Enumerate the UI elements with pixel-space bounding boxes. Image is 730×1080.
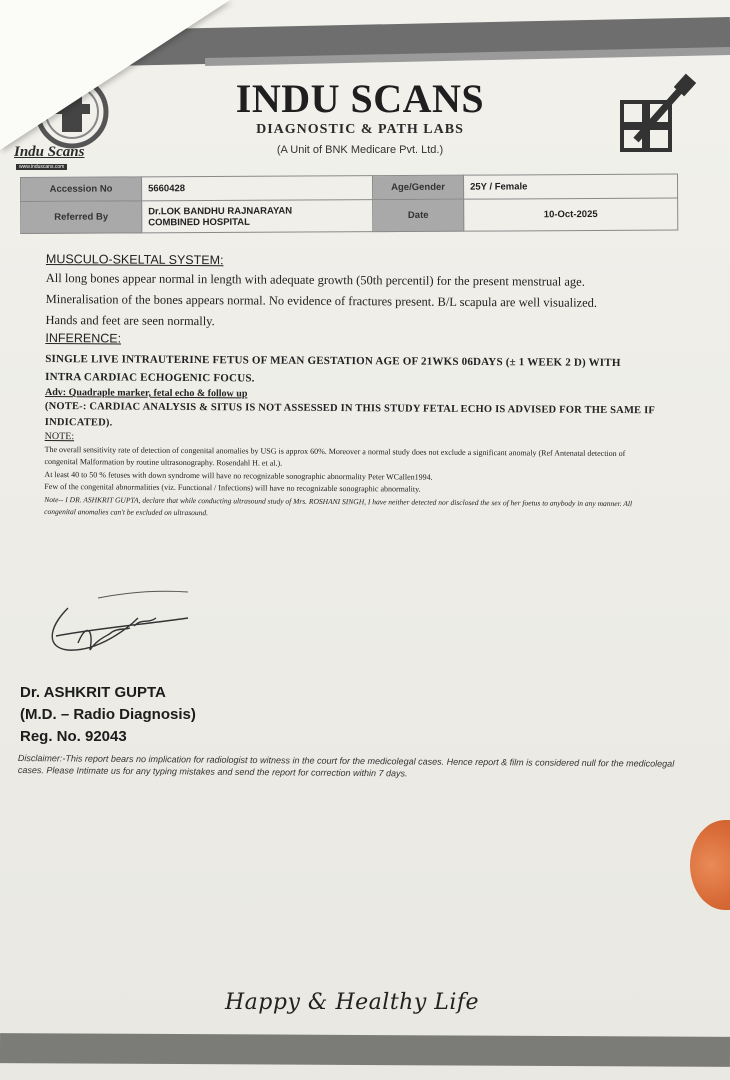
referred-doctor: Dr.LOK BANDHU RAJNARAYAN	[148, 205, 293, 217]
doctor-block	[20, 682, 196, 748]
tagline: Happy & Healthy Life	[225, 990, 480, 1015]
brand-block	[200, 78, 520, 156]
age-gender-label: Age/Gender	[372, 175, 463, 199]
doctor-name: Dr. ASHKRIT GUPTA	[20, 684, 166, 701]
doctor-qualification: (M.D. – Radio Diagnosis)	[20, 706, 196, 723]
disclaimer: Disclaimer:-This report bears no implication for radiologist to witness in the court for the medicolegal cases. Hence report & film is considered null for the medicolegal cases. Please Intimate us for any typing mistakes and send the report for correction within 7 days.	[17, 752, 675, 779]
brand-unit: (A Unit of BNK Medicare Pvt. Ltd.)	[276, 144, 444, 156]
report-body	[44, 250, 660, 522]
date-label: Date	[373, 199, 464, 231]
finger-tip	[690, 820, 730, 910]
inference-text: SINGLE LIVE INTRAUTERINE FETUS OF MEAN GESTATION AGE OF 21WKS 06DAYS (± 1 WEEK 2 D) WITH INTRA CARDIAC ECHOGENIC FOCUS.	[45, 352, 621, 385]
logo-text: Indu Scans	[14, 144, 85, 160]
footer-band	[0, 1033, 730, 1067]
referred-value	[142, 200, 373, 233]
accession-label: Accession No	[21, 177, 142, 202]
brand-title: INDU SCANS	[235, 76, 485, 121]
note-line-2: At least 40 to 50 % fetuses with down syndrome will have no recognizable sonographic abnormality Peter WCallen1994.	[44, 469, 433, 482]
logo-url: www.induscans.com	[16, 164, 67, 170]
note-line-1: The overall sensitivity rate of detection of congenital anomalies by USG is approx 60%. Moreover a normal study does not exclude a significant anomaly (Ref Antenatal detection of congenital Malformation by routine ultrasonography. Rosendahl H. et al.).	[44, 444, 626, 468]
note-line-4: Note-- I DR. ASHKRIT GUPTA, declare that while conducting ultrasound study of Mrs. ROSHANI SINGH, I have neither detected nor disclosed the sex of her foetus to anybody in any manner. All congenital anomalies can't be excluded on ultrasound.	[44, 494, 633, 517]
note-heading: NOTE:	[44, 430, 75, 443]
referred-hospital: COMBINED HOSPITAL	[148, 216, 250, 228]
musculo-paragraph-2: Mineralisation of the bones appears normal. No evidence of fractures present. B/L scapula are well visualized.	[45, 291, 598, 310]
lab-grid-dropper-icon	[616, 72, 706, 162]
musculo-heading: MUSCULO-SKELTAL SYSTEM:	[45, 251, 224, 268]
referred-label: Referred By	[21, 201, 142, 234]
brand-subtitle: DIAGNOSTIC & PATH LABS	[256, 122, 464, 137]
age-gender-value: 25Y / Female	[463, 174, 677, 199]
accession-value: 5660428	[142, 176, 373, 201]
musculo-paragraph-3: Hands and feet are seen normally.	[45, 312, 215, 329]
date-value: 10-Oct-2025	[464, 198, 678, 231]
advice-text: Adv: Quadraple marker, fetal echo & follow up	[44, 386, 248, 400]
musculo-paragraph-1: All long bones appear normal in length with adequate growth (50th percentil) for the present menstrual age.	[45, 270, 585, 289]
inference-note: (NOTE-: CARDIAC ANALYSIS & SITUS IS NOT ASSESSED IN THIS STUDY FETAL ECHO IS ADVISED FOR THE SAME IF INDICATED).	[44, 400, 655, 429]
patient-info-table	[20, 174, 678, 234]
inference-heading: INFERENCE:	[45, 330, 122, 346]
doctor-signature	[38, 588, 198, 668]
note-line-3: Few of the congenital abnormalities (viz. Functional / Infections) will have no recognizable sonographic abnormality.	[44, 481, 421, 494]
folded-page-corner	[0, 0, 230, 150]
doctor-reg-no: Reg. No. 92043	[20, 728, 127, 745]
